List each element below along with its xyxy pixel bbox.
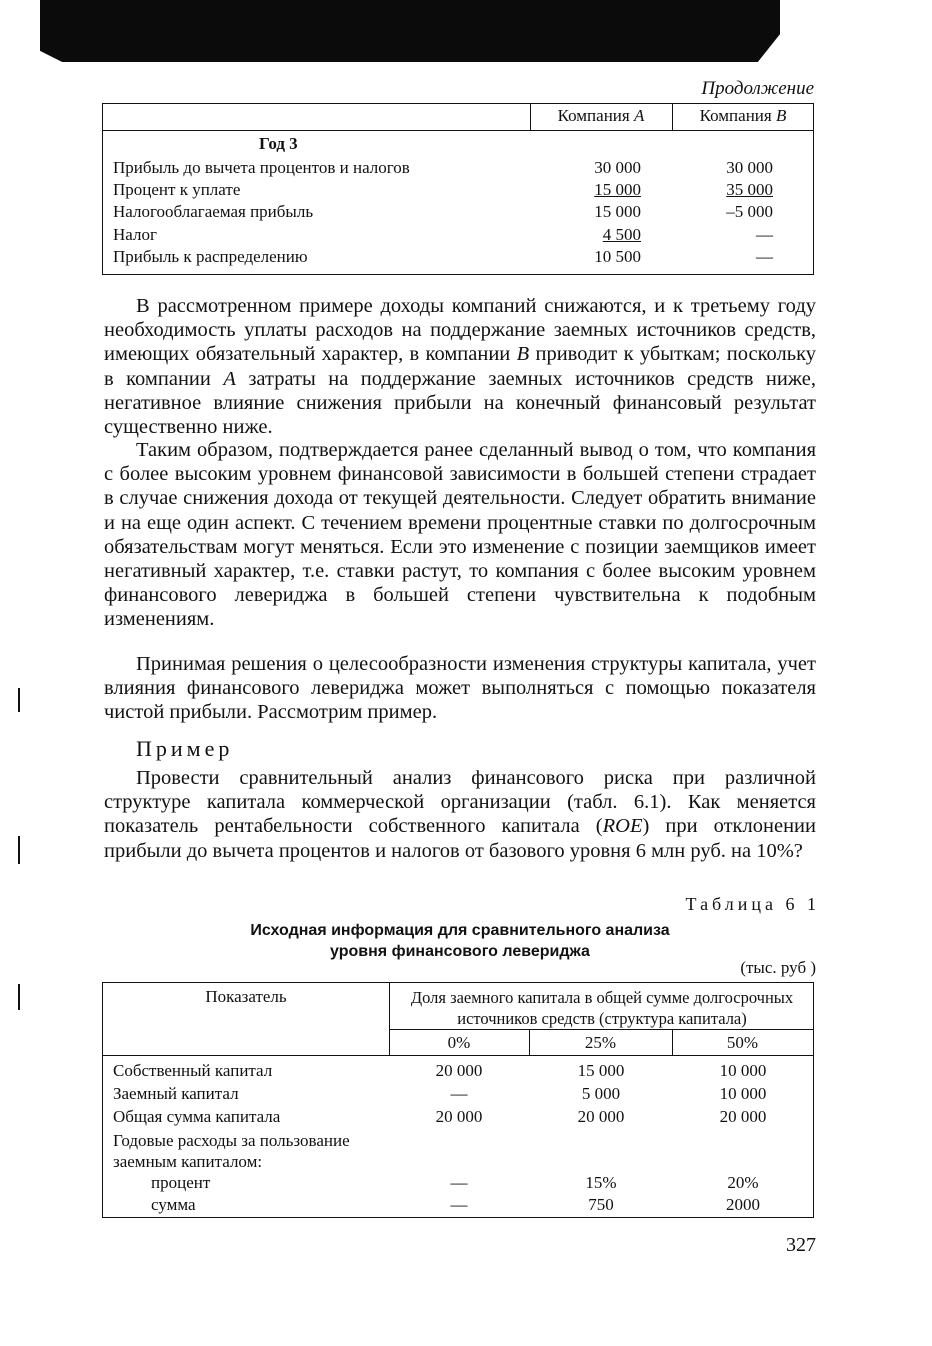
margin-mark	[18, 984, 20, 1010]
table-row: Налог 4 500 —	[113, 225, 773, 244]
table-row: Прибыль до вычета процентов и налогов 30 000 30 000	[113, 158, 773, 177]
margin-mark	[18, 688, 20, 712]
leverage-table: Показатель Доля заемного капитала в общей сумме долгосрочных источников средств (структура капитала) 0% 25% 50% Собственный капитал 20 000 15 000 10 000 Заемный капитал — 5 000 10 000 Общая сумма капитала 20 000 20 000 20 000 Годовые расходы за пользование заемным капиталом: процент — 15% 20% сумма — 750 2000	[102, 982, 814, 1218]
scan-shadow	[40, 0, 780, 62]
table-row: Налогооблагаемая прибыль 15 000 –5 000	[113, 202, 773, 221]
example-text: Провести сравнительный анализ финансового риска при различной структуре капитала коммерческой организации (табл. 6.1). Как меняется показатель рентабельности собственного капитала (ROE) при отклонении прибыли до вычета процентов и налогов от базового уровня 6 млн руб. на 10%?	[104, 767, 816, 862]
column-header-company-a: Компания А	[557, 106, 645, 125]
column-header-debt-share: Доля заемного капитала в общей сумме долгосрочных источников средств (структура капитала)	[410, 988, 794, 1028]
table-row: Прибыль к распределению 10 500 —	[113, 247, 773, 266]
page-number: 327	[786, 1234, 816, 1256]
continuation-label: Продолжение	[701, 78, 814, 99]
units-label: (тыс. руб )	[740, 958, 816, 977]
company-comparison-table	[102, 103, 814, 275]
paragraph-intro-example: Принимая решения о целесообразности изменения структуры капитала, учет влияния финансового левериджа может выполняться с помощью показателя чистой прибыли. Рассмотрим пример.	[104, 653, 816, 724]
example-heading: Пример	[136, 736, 234, 761]
table-header-line	[103, 130, 813, 131]
column-header-company-b: Компания В	[699, 106, 787, 125]
column-header-0: 0%	[447, 1033, 471, 1052]
paragraph-analysis: В рассмотренном примере доходы компаний снижаются, и к третьему году необходимость уплаты расходов на поддержание заемных источников средств, имеющих обязательный характер, в компании В приводит к убыткам; поскольку в компании А затраты на поддержание заемных источников средств ниже, негативное влияние снижения прибыли на конечный финансовый результат существенно ниже.	[104, 295, 816, 439]
table-header-line	[103, 1055, 813, 1056]
table-row: Процент к уплате 15 000 35 000	[113, 180, 773, 199]
paragraph-conclusion: Таким образом, подтверждается ранее сделанный вывод о том, что компания с более высоким уровнем финансовой зависимости в большей степени страдает в случае снижения дохода от текущей деятельности. Следует обратить внимание и на еще один аспект. С течением времени процентные ставки по долгосрочным обязательствам могут меняться. Если это изменение с позиции заемщиков имеет негативный характер, т.е. ставки растут, то компания с более высоким уровнем финансового левериджа в большей степени чувствительна к подобным изменениям.	[104, 439, 816, 631]
column-header-25: 25%	[584, 1033, 617, 1052]
margin-mark	[18, 836, 20, 864]
year-heading: Год 3	[259, 134, 298, 153]
table-label: Таблица 6 1	[685, 894, 820, 914]
column-header-indicator: Показатель	[205, 987, 287, 1006]
table-divider	[389, 1029, 813, 1030]
column-header-50: 50%	[726, 1033, 759, 1052]
table-title: Исходная информация для сравнительного анализа уровня финансового левериджа	[250, 922, 670, 960]
